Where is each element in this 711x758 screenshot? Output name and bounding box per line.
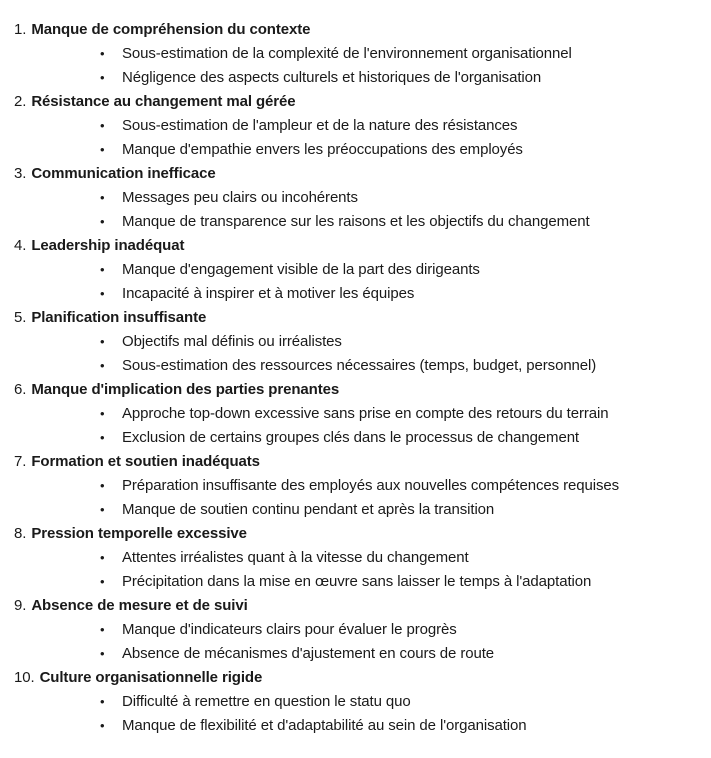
item-number: 2. xyxy=(14,93,27,110)
item-title: Planification insuffisante xyxy=(31,309,207,326)
item-heading xyxy=(14,306,703,330)
list-item xyxy=(14,234,703,306)
bullet-icon: • xyxy=(100,358,105,373)
bullet-item xyxy=(14,498,703,522)
item-title: Culture organisationnelle rigide xyxy=(39,669,263,686)
list-item xyxy=(14,522,703,594)
bullet-icon: • xyxy=(100,550,105,565)
bullet-text: Incapacité à inspirer et à motiver les équipes xyxy=(122,285,415,302)
bullet-text: Absence de mécanismes d'ajustement en cours de route xyxy=(122,645,495,662)
list-item xyxy=(14,90,703,162)
bullet-icon: • xyxy=(100,286,105,301)
bullet-icon: • xyxy=(100,262,105,277)
item-title: Communication inefficace xyxy=(31,165,216,182)
bullet-text: Sous-estimation des ressources nécessaires (temps, budget, personnel) xyxy=(122,357,597,374)
item-title: Manque d'implication des parties prenantes xyxy=(31,381,340,398)
bullet-item xyxy=(14,354,703,378)
item-number: 1. xyxy=(14,21,27,38)
bullet-item xyxy=(14,546,703,570)
bullet-text: Manque d'empathie envers les préoccupations des employés xyxy=(122,141,523,158)
bullet-icon: • xyxy=(100,694,105,709)
item-number: 3. xyxy=(14,165,27,182)
list-item xyxy=(14,378,703,450)
bullet-icon: • xyxy=(100,118,105,133)
list-item xyxy=(14,666,703,738)
bullet-item xyxy=(14,714,703,738)
bullet-icon: • xyxy=(100,190,105,205)
item-title: Leadership inadéquat xyxy=(31,237,185,254)
bullet-text: Exclusion de certains groupes clés dans le processus de changement xyxy=(122,429,580,446)
list-item xyxy=(14,306,703,378)
item-title: Formation et soutien inadéquats xyxy=(31,453,260,470)
bullet-text: Difficulté à remettre en question le statu quo xyxy=(122,693,411,710)
list-item xyxy=(14,18,703,90)
bullet-text: Manque d'indicateurs clairs pour évaluer le progrès xyxy=(122,621,457,638)
bullet-icon: • xyxy=(100,430,105,445)
bullet-text: Précipitation dans la mise en œuvre sans laisser le temps à l'adaptation xyxy=(122,573,592,590)
item-heading xyxy=(14,450,703,474)
bullet-text: Négligence des aspects culturels et historiques de l'organisation xyxy=(122,69,542,86)
bullet-text: Sous-estimation de l'ampleur et de la nature des résistances xyxy=(122,117,518,134)
item-heading xyxy=(14,234,703,258)
item-number: 6. xyxy=(14,381,27,398)
item-heading xyxy=(14,90,703,114)
item-number: 5. xyxy=(14,309,27,326)
bullet-item xyxy=(14,114,703,138)
bullet-text: Préparation insuffisante des employés aux nouvelles compétences requises xyxy=(122,477,619,494)
item-title: Manque de compréhension du contexte xyxy=(31,21,311,38)
item-number: 9. xyxy=(14,597,27,614)
bullet-item xyxy=(14,690,703,714)
bullet-icon: • xyxy=(100,574,105,589)
bullet-icon: • xyxy=(100,622,105,637)
bullet-icon: • xyxy=(100,718,105,733)
list-item xyxy=(14,450,703,522)
bullet-item xyxy=(14,474,703,498)
item-heading xyxy=(14,594,703,618)
bullet-text: Messages peu clairs ou incohérents xyxy=(122,189,358,206)
item-title: Pression temporelle excessive xyxy=(31,525,247,542)
bullet-item xyxy=(14,570,703,594)
item-heading xyxy=(14,666,703,690)
bullet-item xyxy=(14,258,703,282)
bullet-icon: • xyxy=(100,142,105,157)
bullet-item xyxy=(14,210,703,234)
bullet-item xyxy=(14,42,703,66)
bullet-text: Manque de flexibilité et d'adaptabilité au sein de l'organisation xyxy=(122,717,527,734)
bullet-item xyxy=(14,426,703,450)
bullet-text: Objectifs mal définis ou irréalistes xyxy=(122,333,342,350)
item-heading xyxy=(14,162,703,186)
bullet-text: Manque d'engagement visible de la part des dirigeants xyxy=(122,261,480,278)
bullet-icon: • xyxy=(100,478,105,493)
item-heading xyxy=(14,378,703,402)
bullet-text: Manque de transparence sur les raisons et les objectifs du changement xyxy=(122,213,590,230)
bullet-item xyxy=(14,138,703,162)
item-number: 10. xyxy=(14,669,35,686)
bullet-item xyxy=(14,402,703,426)
item-number: 7. xyxy=(14,453,27,470)
item-number: 8. xyxy=(14,525,27,542)
bullet-item xyxy=(14,66,703,90)
bullet-item xyxy=(14,282,703,306)
bullet-icon: • xyxy=(100,502,105,517)
bullet-text: Attentes irréalistes quant à la vitesse du changement xyxy=(122,549,469,566)
bullet-item xyxy=(14,330,703,354)
bullet-icon: • xyxy=(100,646,105,661)
item-title: Absence de mesure et de suivi xyxy=(31,597,248,614)
bullet-text: Sous-estimation de la complexité de l'environnement organisationnel xyxy=(122,45,572,62)
bullet-icon: • xyxy=(100,334,105,349)
list-item xyxy=(14,594,703,666)
bullet-text: Approche top-down excessive sans prise en compte des retours du terrain xyxy=(122,405,609,422)
bullet-icon: • xyxy=(100,214,105,229)
item-heading xyxy=(14,522,703,546)
item-heading xyxy=(14,18,703,42)
bullet-icon: • xyxy=(100,406,105,421)
bullet-icon: • xyxy=(100,46,105,61)
bullet-text: Manque de soutien continu pendant et après la transition xyxy=(122,501,495,518)
item-title: Résistance au changement mal gérée xyxy=(31,93,296,110)
bullet-item xyxy=(14,186,703,210)
list-item xyxy=(14,162,703,234)
bullet-icon: • xyxy=(100,70,105,85)
bullet-item xyxy=(14,642,703,666)
item-number: 4. xyxy=(14,237,27,254)
bullet-item xyxy=(14,618,703,642)
